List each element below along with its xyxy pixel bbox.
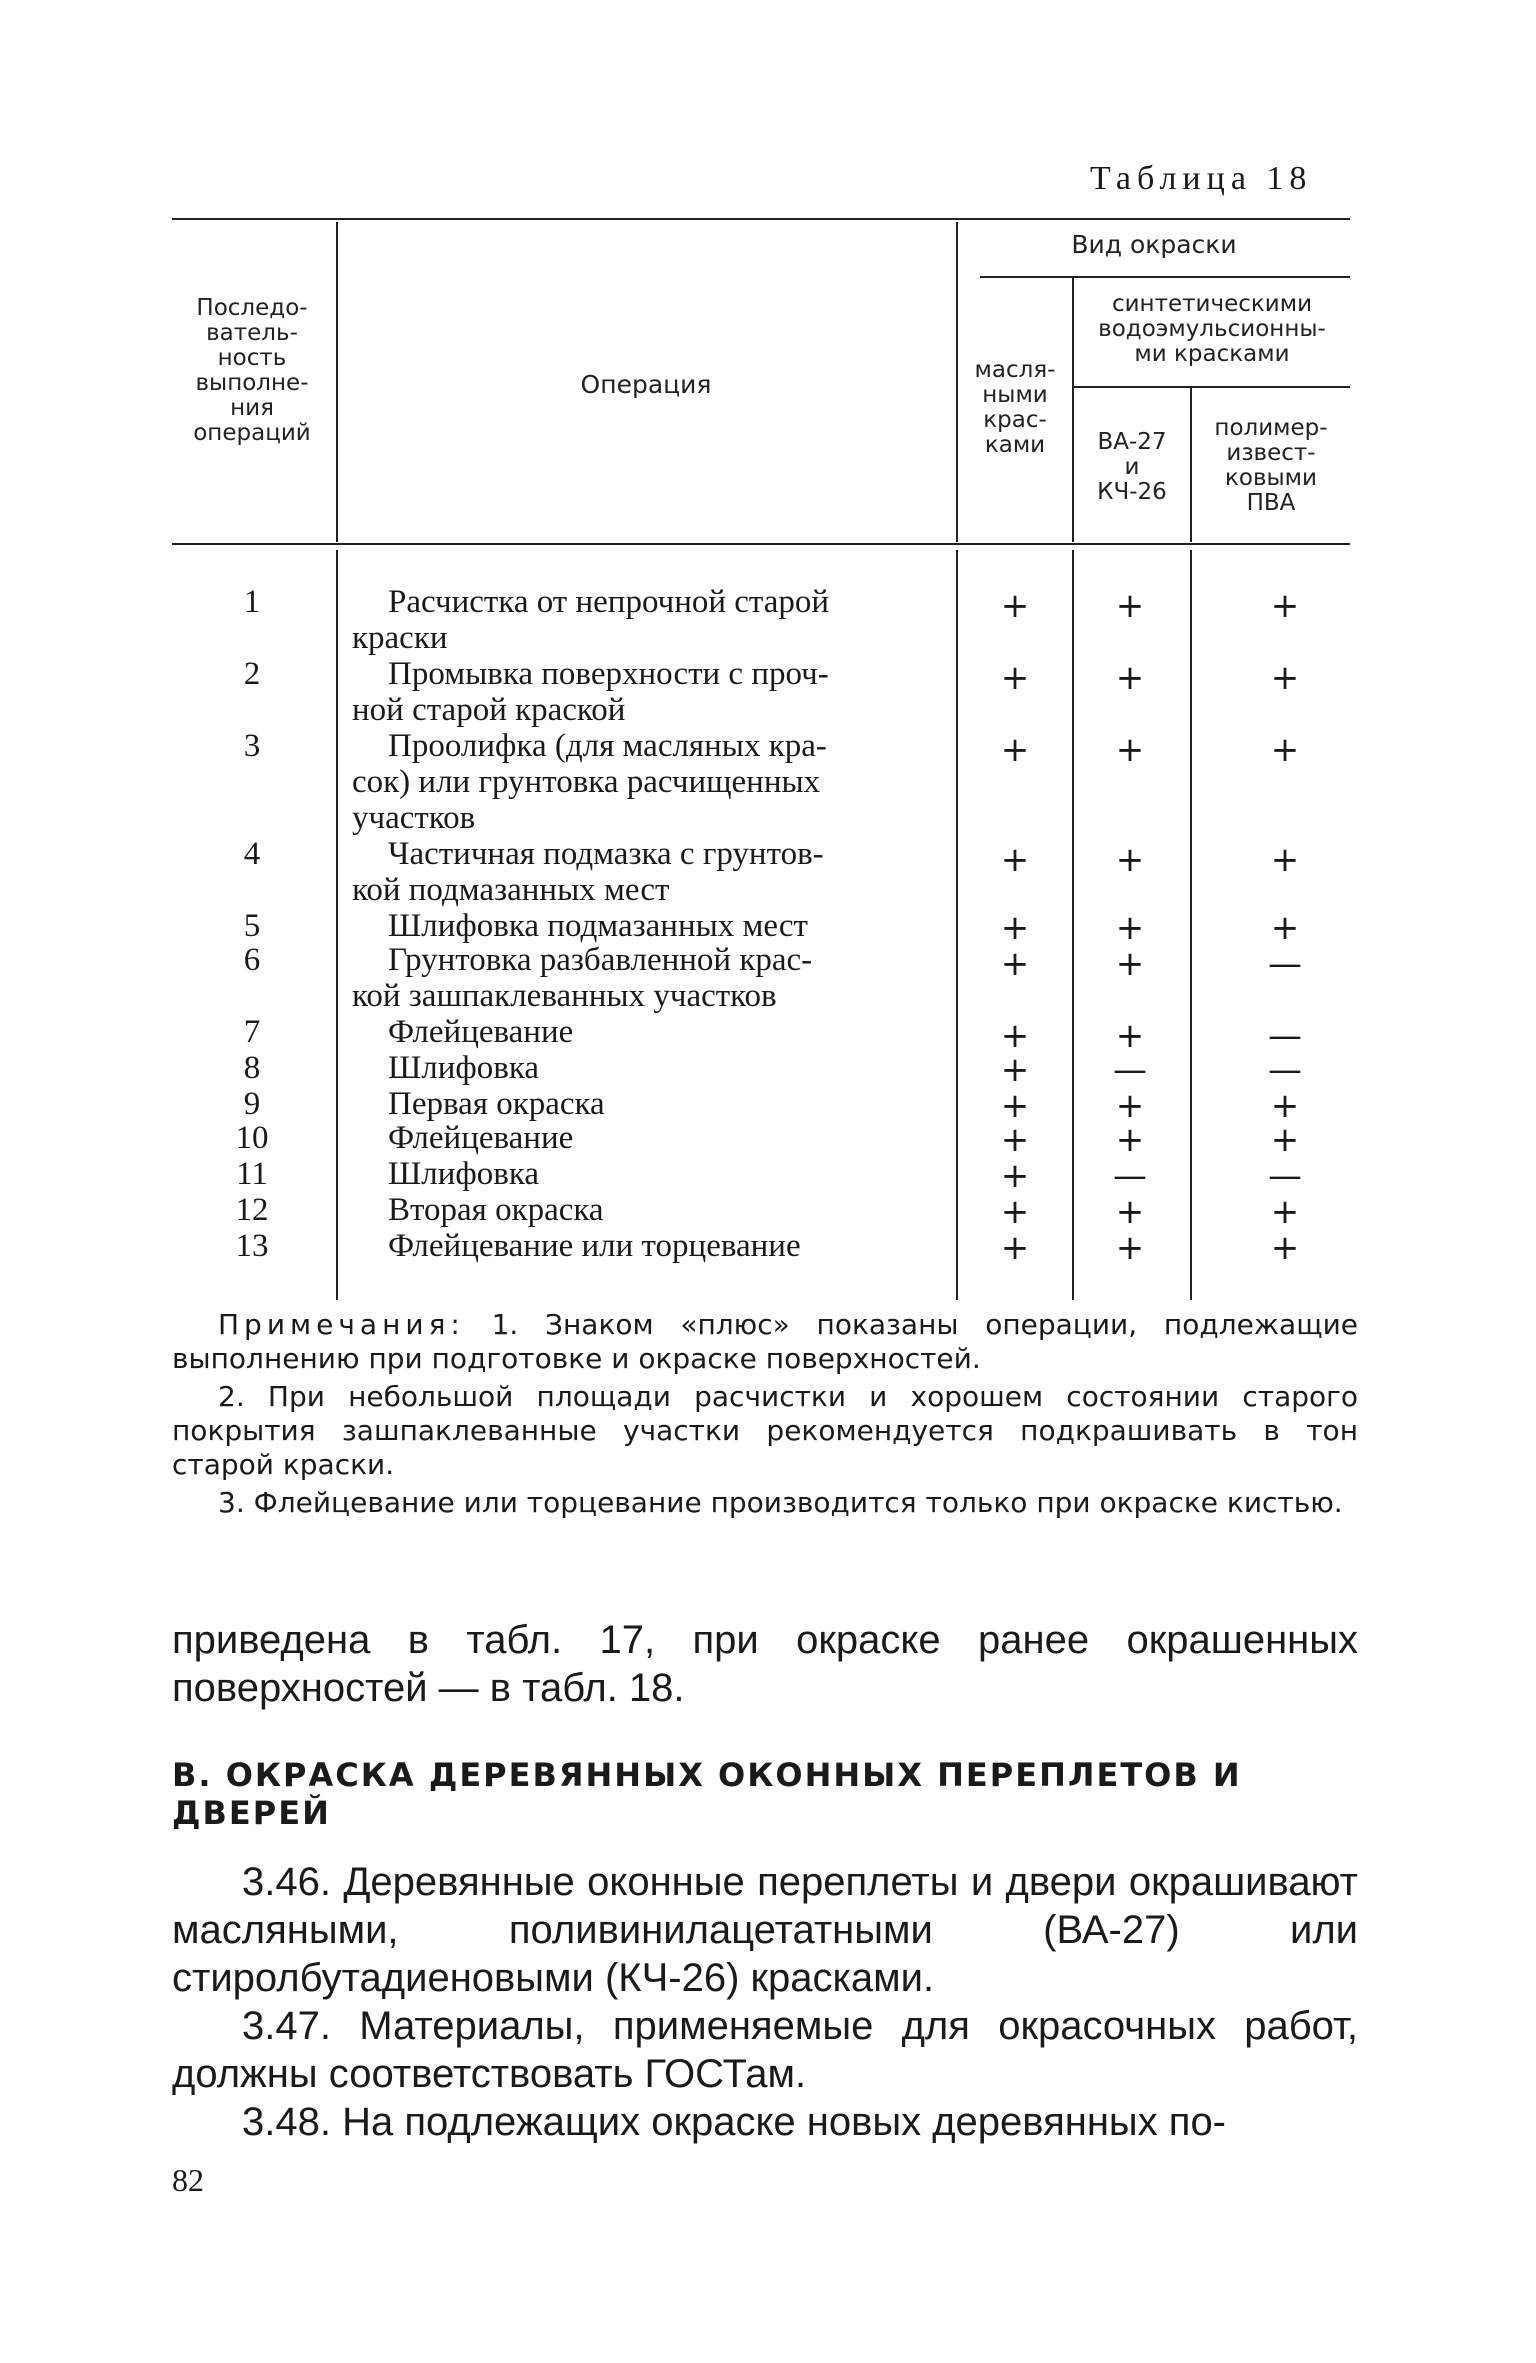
- row-mark-pva: +: [1270, 1228, 1300, 1268]
- row-mark-va: —: [1113, 1050, 1147, 1090]
- row-operation: Шлифовка: [388, 1050, 540, 1086]
- paragraph-3-48: 3.48. На подлежащих окраске новых деревянных по-: [242, 2100, 1227, 2144]
- table-vline-4-body: [1190, 550, 1192, 1300]
- row-mark-oil: +: [1000, 1192, 1030, 1232]
- row-mark-pva: —: [1268, 1156, 1302, 1196]
- row-mark-va: +: [1115, 944, 1145, 984]
- row-number: 1: [243, 584, 261, 620]
- row-mark-va: +: [1115, 840, 1145, 880]
- row-mark-va: +: [1115, 1086, 1145, 1126]
- page-number: 82: [172, 2162, 204, 2198]
- row-number: 9: [243, 1086, 261, 1122]
- row-mark-pva: +: [1270, 586, 1300, 626]
- row-number: 7: [243, 1014, 261, 1050]
- row-operation: Проолифка (для масляных кра- сок) или грунтовка расчищенных участков: [352, 728, 827, 836]
- row-mark-va: +: [1115, 730, 1145, 770]
- row-mark-va: —: [1113, 1156, 1147, 1196]
- row-mark-va: +: [1115, 908, 1145, 948]
- row-operation: Флейцевание: [388, 1014, 574, 1050]
- row-mark-oil: +: [1000, 944, 1030, 984]
- row-mark-oil: +: [1000, 730, 1030, 770]
- note-1: 1. Знаком «плюс» показаны операции, подлежащие выполнению при подготовке и окраске поверхностей.: [172, 1308, 1358, 1375]
- row-operation: Грунтовка разбавленной крас- кой зашпаклеванных участков: [352, 942, 813, 1014]
- table-subrule-1: [980, 276, 1350, 278]
- row-mark-pva: +: [1270, 1192, 1300, 1232]
- row-number: 11: [236, 1156, 268, 1192]
- row-mark-oil: +: [1000, 658, 1030, 698]
- row-mark-oil: +: [1000, 840, 1030, 880]
- row-operation: Промывка поверхности с проч- ной старой краской: [352, 656, 829, 728]
- table-top-rule: [172, 218, 1350, 220]
- row-mark-oil: +: [1000, 1086, 1030, 1126]
- notes-label: Примечания:: [218, 1308, 465, 1341]
- paragraph-3-46: 3.46. Деревянные оконные переплеты и двери окрашивают масляными, поливинилацетатными (ВА-27) или стиролбутадиеновыми (КЧ-26) красками.: [172, 1860, 1358, 2000]
- row-mark-va: +: [1115, 1120, 1145, 1160]
- table-notes: [172, 1308, 1358, 1524]
- row-mark-va: +: [1115, 586, 1145, 626]
- note-2: 2. При небольшой площади расчистки и хорошем состоянии старого покрытия зашпаклеванные участки рекомендуется подкрашивать в тон старой краски.: [172, 1380, 1358, 1481]
- row-mark-va: +: [1115, 1228, 1145, 1268]
- row-mark-pva: +: [1270, 1120, 1300, 1160]
- table-subrule-2: [1074, 386, 1350, 388]
- row-mark-va: +: [1115, 1192, 1145, 1232]
- table-vline-1-body: [336, 550, 338, 1300]
- row-operation: Шлифовка: [388, 1156, 540, 1192]
- row-mark-oil: +: [1000, 1050, 1030, 1090]
- table-header-rule: [172, 543, 1350, 545]
- row-operation: Вторая окраска: [388, 1192, 604, 1228]
- body-paragraph-continuation: приведена в табл. 17, при окраске ранее окрашенных поверхностей — в табл. 18.: [172, 1618, 1358, 1710]
- header-va27-kch26: ВА-27 и КЧ-26: [1097, 429, 1167, 505]
- header-polymer-pva: полимер- извест- ковыми ПВА: [1214, 415, 1328, 516]
- row-operation: Флейцевание: [388, 1120, 574, 1156]
- row-mark-oil: +: [1000, 1156, 1030, 1196]
- row-number: 2: [243, 656, 261, 692]
- header-paint-type: Вид окраски: [1071, 230, 1237, 259]
- header-operation: Операция: [580, 370, 712, 399]
- row-mark-pva: +: [1270, 658, 1300, 698]
- row-operation: Частичная подмазка с грунтов- кой подмазанных мест: [352, 836, 824, 908]
- row-mark-pva: —: [1268, 1050, 1302, 1090]
- row-mark-pva: +: [1270, 730, 1300, 770]
- row-mark-pva: +: [1270, 840, 1300, 880]
- header-synthetic: синтетическими водоэмульсионны- ми красками: [1098, 291, 1326, 367]
- table-caption: Таблица 18: [1090, 160, 1313, 197]
- row-operation: Шлифовка подмазанных мест: [388, 908, 808, 944]
- row-number: 10: [235, 1120, 269, 1156]
- body-paragraphs: [172, 1858, 1358, 2146]
- row-mark-oil: +: [1000, 586, 1030, 626]
- header-sequence: Последо- ватель- ность выполне- ния операций: [193, 295, 311, 446]
- paragraph-3-47: 3.47. Материалы, применяемые для окрасочных работ, должны соответствовать ГОСТам.: [172, 2004, 1358, 2096]
- header-oil: масля- ными крас- ками: [974, 357, 1056, 458]
- row-mark-oil: +: [1000, 1016, 1030, 1056]
- row-number: 8: [243, 1050, 261, 1086]
- row-operation: Флейцевание или торцевание: [388, 1228, 801, 1264]
- row-number: 5: [243, 908, 261, 944]
- row-number: 3: [243, 728, 261, 764]
- row-operation: Расчистка от непрочной старой краски: [352, 584, 830, 656]
- row-mark-oil: +: [1000, 1228, 1030, 1268]
- row-mark-va: +: [1115, 1016, 1145, 1056]
- row-number: 6: [243, 942, 261, 978]
- row-mark-pva: —: [1268, 1016, 1302, 1056]
- row-mark-va: +: [1115, 658, 1145, 698]
- note-3: 3. Флейцевание или торцевание производится только при окраске кистью.: [218, 1486, 1343, 1519]
- row-mark-pva: +: [1270, 908, 1300, 948]
- row-mark-oil: +: [1000, 1120, 1030, 1160]
- row-number: 13: [235, 1228, 269, 1264]
- table-vline-3-body: [1072, 550, 1074, 1300]
- row-mark-pva: +: [1270, 1086, 1300, 1126]
- row-mark-pva: —: [1268, 944, 1302, 984]
- row-number: 12: [235, 1192, 269, 1228]
- row-mark-oil: +: [1000, 908, 1030, 948]
- row-number: 4: [243, 836, 261, 872]
- table-vline-2-body: [956, 550, 958, 1300]
- section-heading: В. ОКРАСКА ДЕРЕВЯННЫХ ОКОННЫХ ПЕРЕПЛЕТОВ И ДВЕРЕЙ: [172, 1756, 1242, 1832]
- row-operation: Первая окраска: [388, 1086, 605, 1122]
